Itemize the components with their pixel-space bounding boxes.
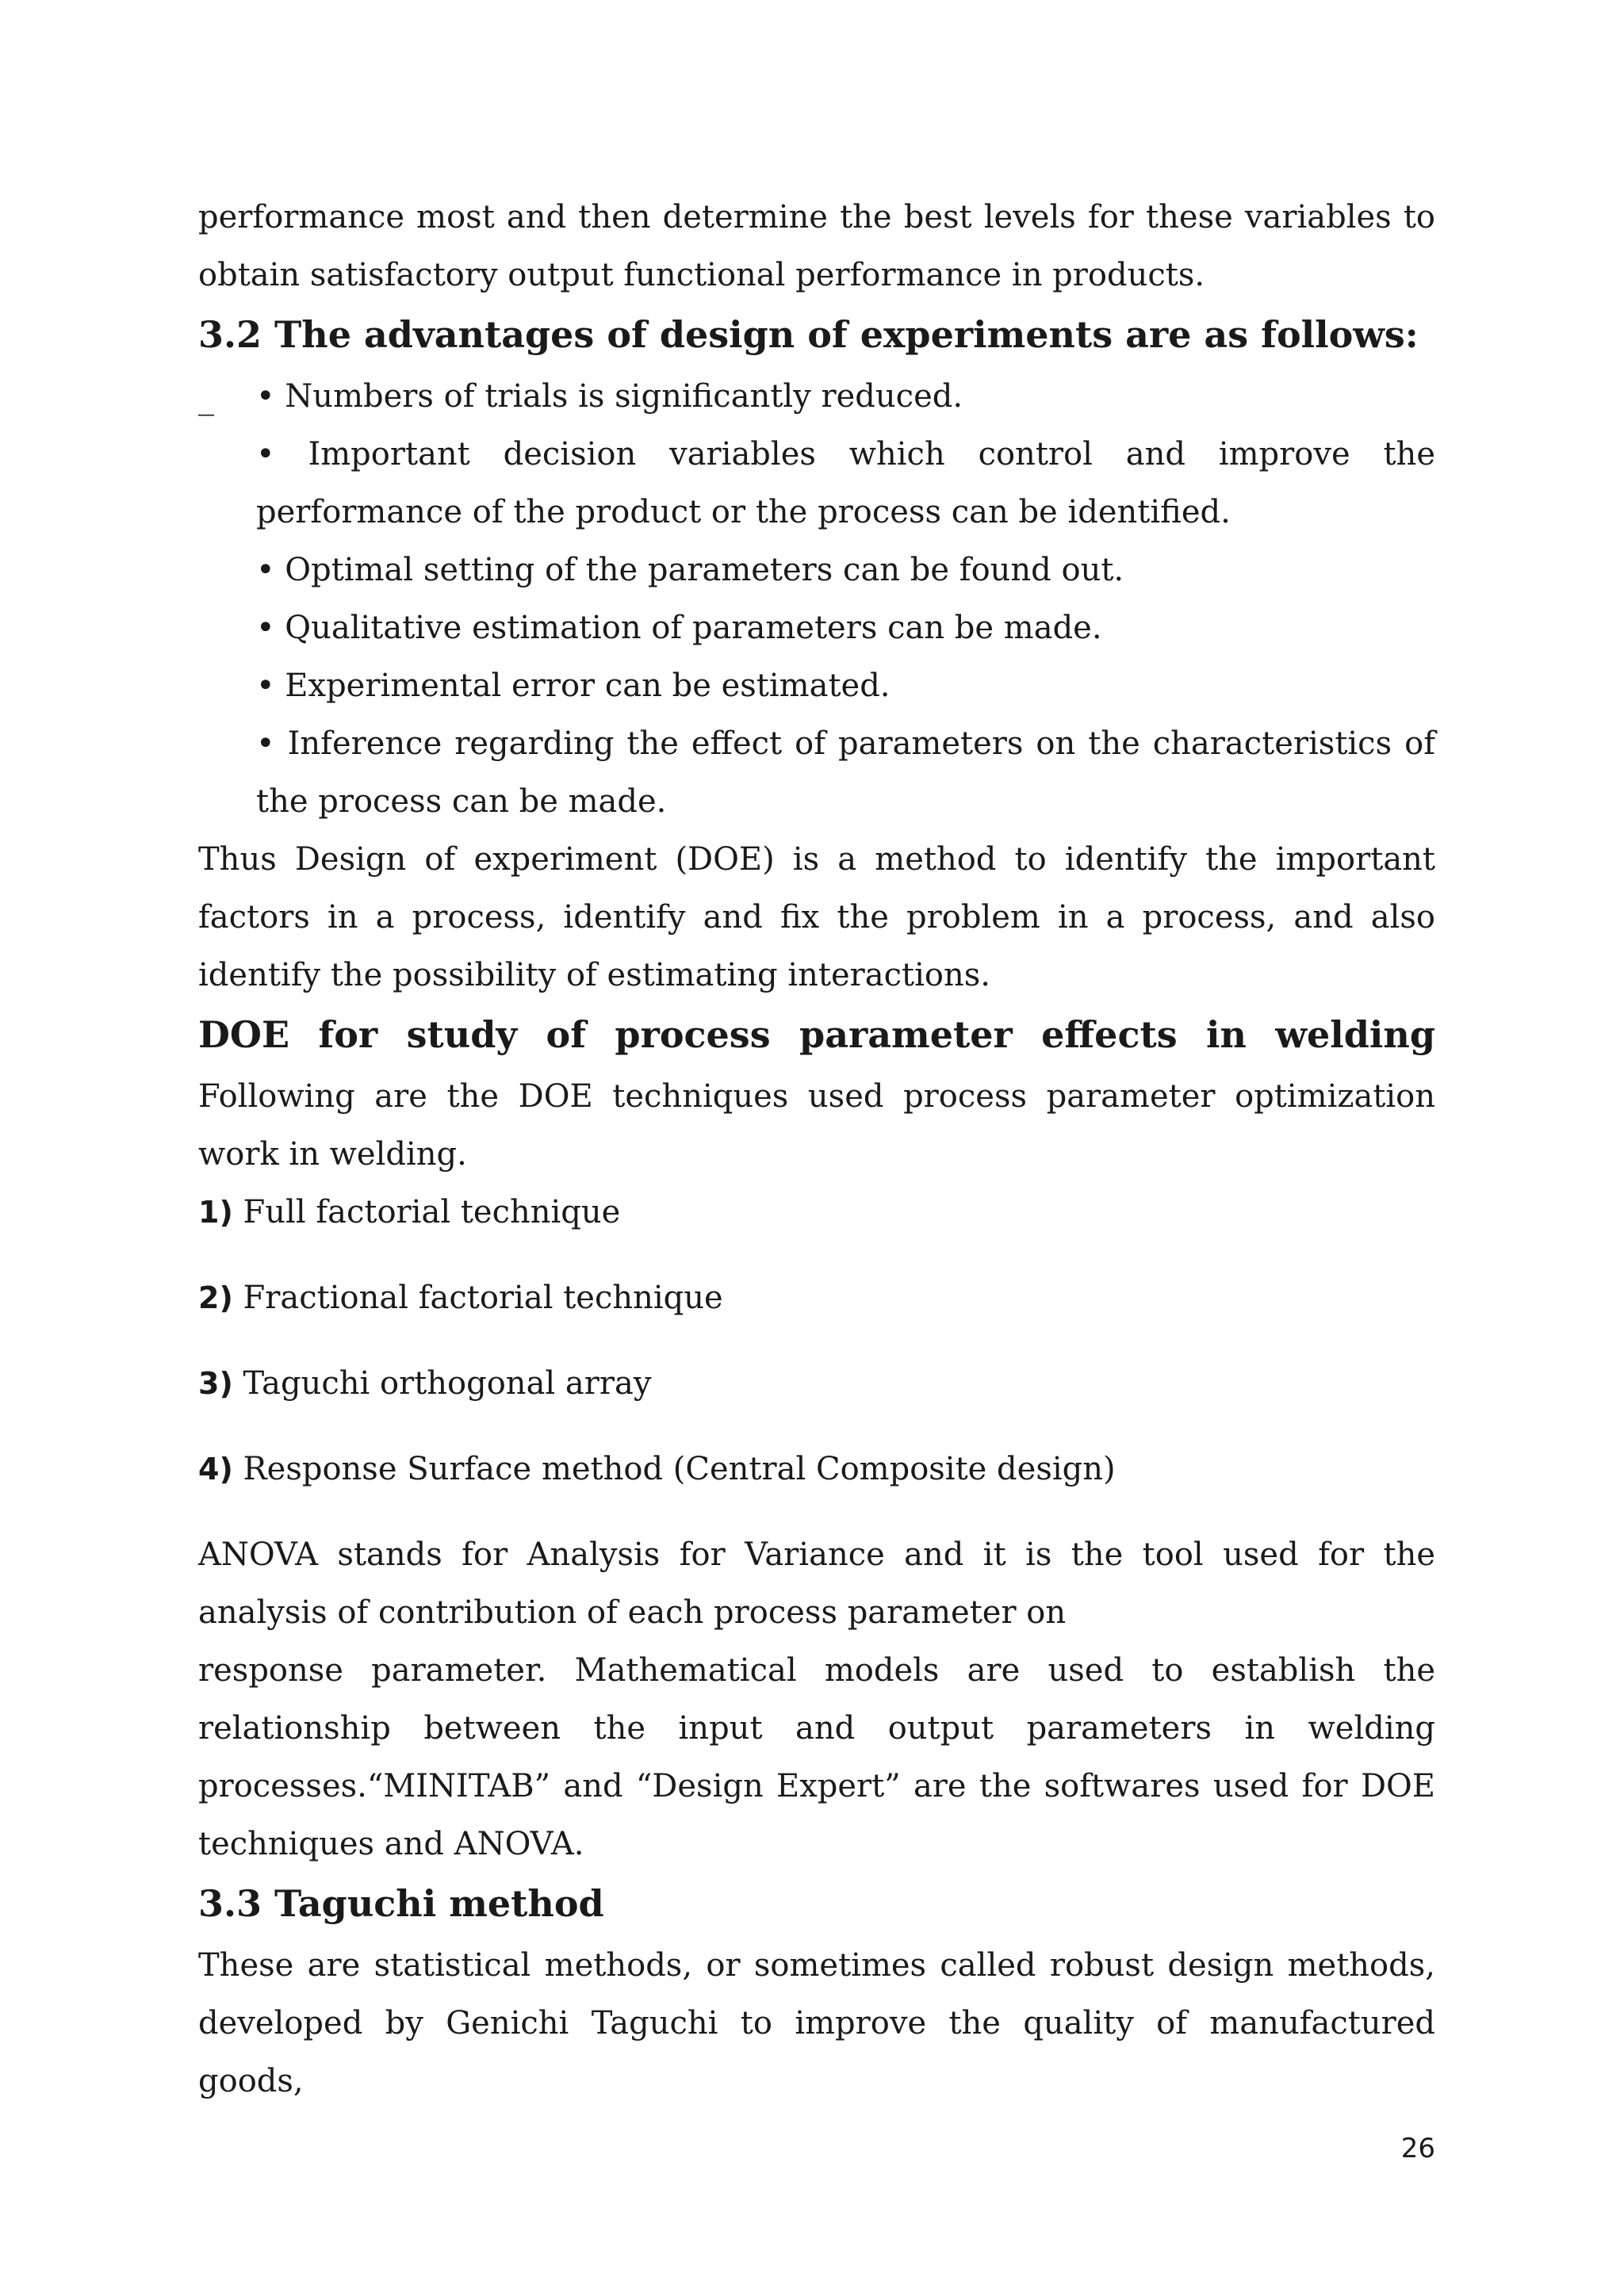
list-item: • Important decision variables which control and improve the performance of the product or the process can be identified. [256,436,1435,530]
item-number: 4) [198,1452,233,1487]
anova-paragraph-2: response parameter. Mathematical models are used to establish the relationship between the input and output parameters in welding processes.“MINITAB” and “Design Expert” are the softwares used for DOE techniques and ANOVA. [198,1652,1435,1862]
list-item [198,1269,1435,1327]
item-text: Full factorial technique [243,1194,621,1230]
doe-intro-paragraph: Following are the DOE techniques used process parameter optimization work in welding. [198,1078,1435,1173]
list-item [198,1441,1435,1498]
techniques-list [198,1184,1435,1498]
doe-welding-heading: DOE for study of process parameter effects in welding [198,1013,1435,1056]
list-item: • Inference regarding the effect of parameters on the characteristics of the process can be made. [256,725,1435,820]
list-item: • Qualitative estimation of parameters can be made. [256,610,1102,646]
item-number: 3) [198,1366,233,1401]
doe-summary-paragraph: Thus Design of experiment (DOE) is a method to identify the important factors in a process, identify and fix the problem in a process, and also identify the possibility of estimating interactions. [198,841,1435,993]
item-number: 2) [198,1280,233,1315]
advantages-list [198,368,1435,831]
list-item: • Numbers of trials is significantly reduced. [256,378,963,415]
item-text: Taguchi orthogonal array [243,1365,652,1402]
item-text: Fractional factorial technique [243,1280,723,1316]
taguchi-paragraph: These are statistical methods, or sometimes called robust design methods, developed by Genichi Taguchi to improve the quality of manufactured goods, [198,1947,1435,2099]
page-number: 26 [1400,2133,1435,2164]
section-3-2-heading: 3.2 The advantages of design of experiments are as follows: [198,313,1419,356]
document-page [198,189,1435,2110]
stray-dash-mark: _ [198,380,214,416]
anova-paragraph-1: ANOVA stands for Analysis for Variance and it is the tool used for the analysis of contribution of each process parameter on [198,1536,1435,1631]
list-item: • Experimental error can be estimated. [256,668,891,704]
item-number: 1) [198,1195,233,1230]
item-text: Response Surface method (Central Composite design) [243,1451,1116,1487]
intro-paragraph-tail: performance most and then determine the best levels for these variables to obtain satisfactory output functional performance in products. [198,199,1435,293]
list-item: • Optimal setting of the parameters can be found out. [256,552,1124,588]
list-item [198,1184,1435,1242]
section-3-3-heading: 3.3 Taguchi method [198,1882,604,1925]
list-item [198,1355,1435,1413]
